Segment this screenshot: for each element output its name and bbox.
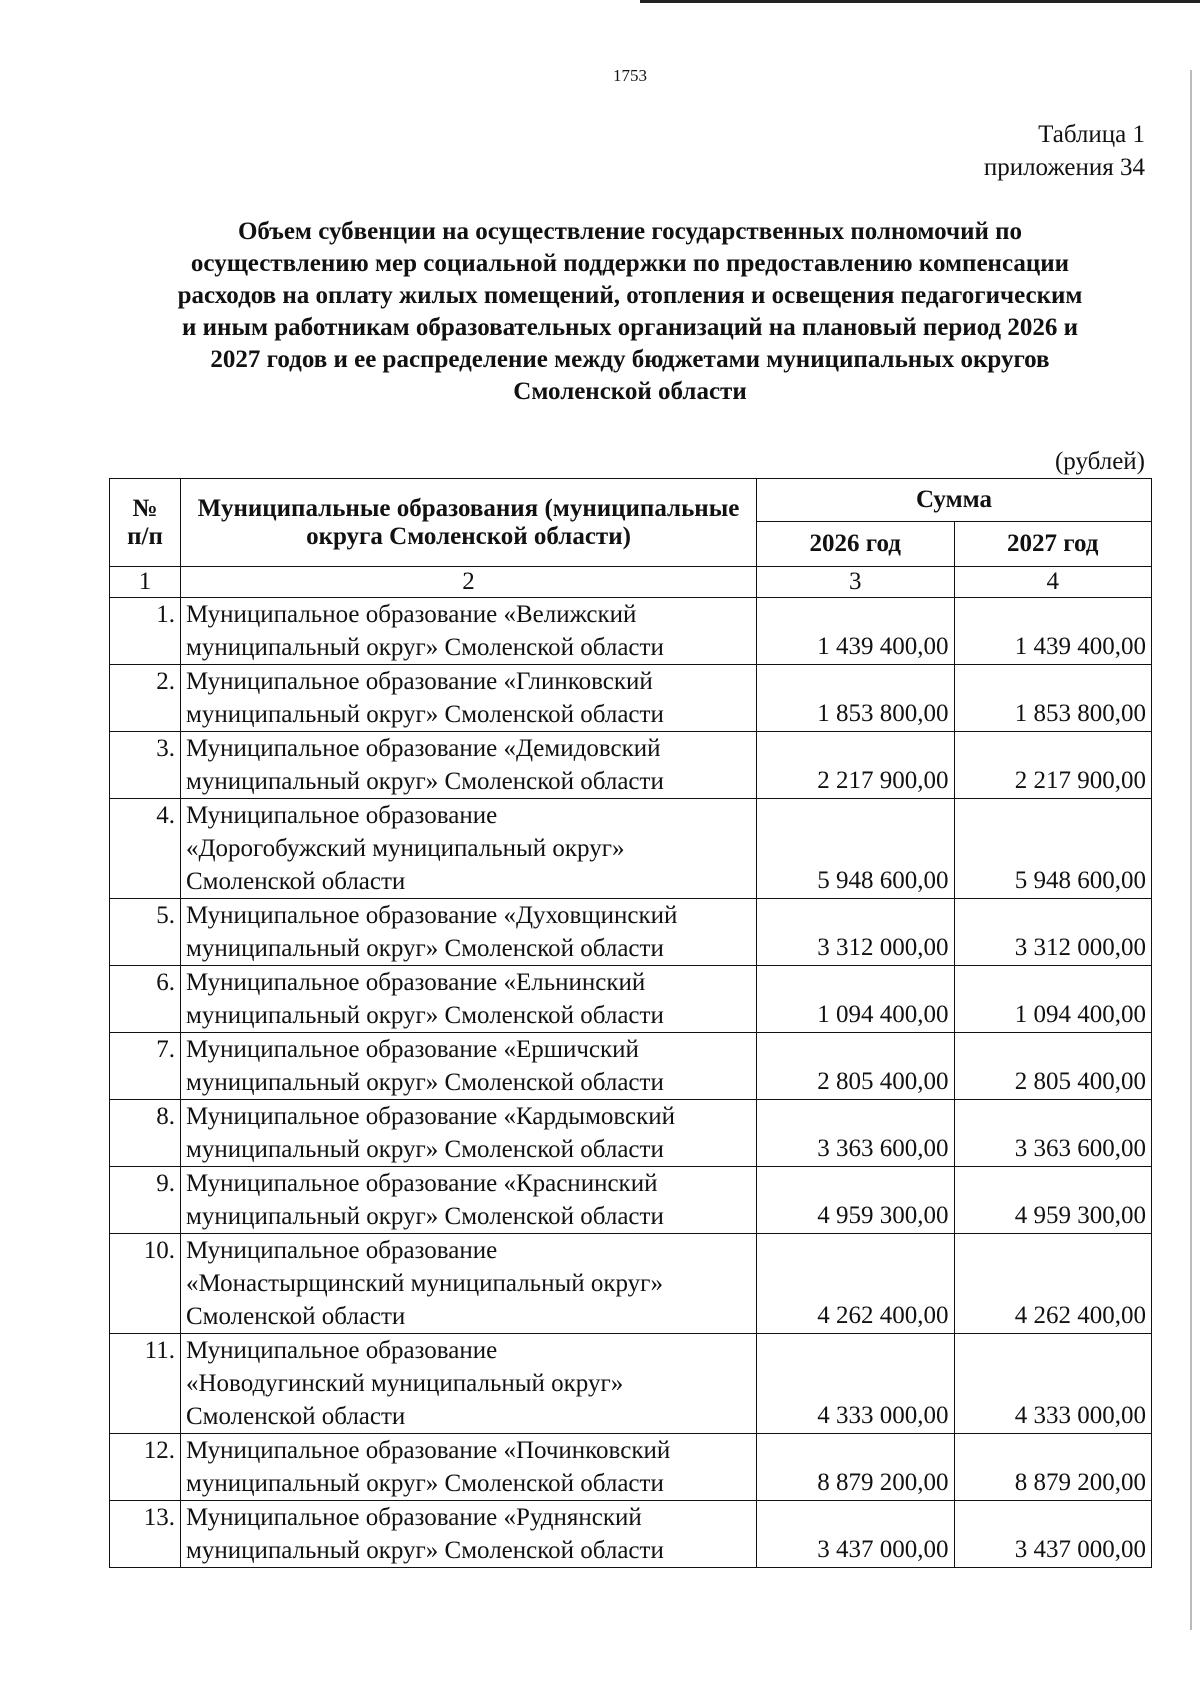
header-number-abbrev: п/п <box>127 522 163 550</box>
municipality-name <box>181 966 757 1033</box>
municipality-name-line: «Новодугинский муниципальный округ» <box>186 1370 624 1397</box>
index-row <box>110 567 1152 598</box>
row-number: 8. <box>110 1100 181 1167</box>
table-row <box>110 665 1152 732</box>
municipality-name <box>181 1334 757 1434</box>
index-cell: 4 <box>954 567 1152 598</box>
municipality-name-line: муниципальный округ» Смоленской области <box>186 935 664 962</box>
row-number: 11. <box>110 1334 181 1434</box>
amount-2026: 1 094 400,00 <box>757 966 955 1033</box>
table-row <box>110 732 1152 799</box>
scan-edge-right <box>1190 70 1192 1630</box>
table-row <box>110 1033 1152 1100</box>
amount-2027: 5 948 600,00 <box>954 799 1152 899</box>
header-year-2027: 2027 год <box>954 522 1152 567</box>
amount-2027: 2 217 900,00 <box>954 732 1152 799</box>
amount-2026: 3 363 600,00 <box>757 1100 955 1167</box>
municipality-name-line: муниципальный округ» Смоленской области <box>186 701 664 728</box>
amount-2026: 4 333 000,00 <box>757 1334 955 1434</box>
amount-2027: 3 312 000,00 <box>954 899 1152 966</box>
row-number: 6. <box>110 966 181 1033</box>
municipality-name-line: муниципальный округ» Смоленской области <box>186 768 664 795</box>
row-number: 1. <box>110 598 181 665</box>
municipality-name <box>181 899 757 966</box>
municipality-name <box>181 1167 757 1234</box>
title-line: 2027 годов и ее распределение между бюджетами муниципальных округов <box>210 346 1050 373</box>
row-number: 3. <box>110 732 181 799</box>
municipality-name-line: Муниципальное образование «Краснинский <box>186 1170 658 1197</box>
amount-2026: 3 437 000,00 <box>757 1501 955 1568</box>
municipality-name-line: Муниципальное образование «Руднянский <box>186 1504 642 1531</box>
municipality-name-line: муниципальный округ» Смоленской области <box>186 634 664 661</box>
table-row <box>110 899 1152 966</box>
amount-2026: 3 312 000,00 <box>757 899 955 966</box>
municipality-name-line: муниципальный округ» Смоленской области <box>186 1069 664 1096</box>
municipality-name-line: Муниципальное образование «Кардымовский <box>186 1103 676 1130</box>
municipality-name-line: Муниципальное образование «Глинковский <box>186 668 653 695</box>
municipality-name <box>181 598 757 665</box>
row-number: 4. <box>110 799 181 899</box>
municipality-name-line: Муниципальное образование «Ершичский <box>186 1036 639 1063</box>
table-reference-line: приложения 34 <box>983 154 1145 181</box>
header-number-symbol: № <box>132 494 158 522</box>
table-row <box>110 1434 1152 1501</box>
municipality-name-line: Муниципальное образование «Духовщинский <box>186 902 678 929</box>
municipality-name <box>181 1501 757 1568</box>
municipality-name-line: Муниципальное образование <box>186 1237 498 1264</box>
amount-2026: 2 217 900,00 <box>757 732 955 799</box>
municipality-name-line: Муниципальное образование «Починковский <box>186 1437 671 1464</box>
document-title <box>110 216 1150 408</box>
amount-2026: 8 879 200,00 <box>757 1434 955 1501</box>
municipality-name-line: Смоленской области <box>186 1403 406 1430</box>
units-label: (рублей) <box>1054 448 1145 475</box>
table-reference-line: Таблица 1 <box>1038 121 1145 148</box>
table-row <box>110 1167 1152 1234</box>
municipality-name-line: Муниципальное образование <box>186 1337 498 1364</box>
header-municipality: Муниципальные образования (муниципальные округа Смоленской области) <box>181 479 757 567</box>
row-number: 2. <box>110 665 181 732</box>
municipality-name-line: муниципальный округ» Смоленской области <box>186 1203 664 1230</box>
index-cell: 2 <box>181 567 757 598</box>
header-row <box>110 479 1152 522</box>
amount-2027: 8 879 200,00 <box>954 1434 1152 1501</box>
amount-2027: 4 333 000,00 <box>954 1334 1152 1434</box>
municipality-name-line: «Монастырщинский муниципальный округ» <box>186 1270 663 1297</box>
table-row <box>110 799 1152 899</box>
table-row <box>110 1501 1152 1568</box>
municipality-name-line: Муниципальное образование «Ельнинский <box>186 969 646 996</box>
title-line: и иным работникам образовательных организаций на плановый период 2026 и <box>182 314 1078 341</box>
municipality-name-line: муниципальный округ» Смоленской области <box>186 1136 664 1163</box>
municipality-name <box>181 732 757 799</box>
amount-2027: 1 853 800,00 <box>954 665 1152 732</box>
table-row <box>110 598 1152 665</box>
municipality-name-line: «Дорогобужский муниципальный округ» <box>186 835 625 862</box>
amount-2026: 4 262 400,00 <box>757 1234 955 1334</box>
amount-2026: 2 805 400,00 <box>757 1033 955 1100</box>
amount-2026: 5 948 600,00 <box>757 799 955 899</box>
municipality-name-line: Смоленской области <box>186 868 406 895</box>
amount-2027: 2 805 400,00 <box>954 1033 1152 1100</box>
title-line: Смоленской области <box>513 378 747 405</box>
amount-2026: 1 853 800,00 <box>757 665 955 732</box>
row-number: 7. <box>110 1033 181 1100</box>
row-number: 5. <box>110 899 181 966</box>
row-number: 9. <box>110 1167 181 1234</box>
municipality-name <box>181 1033 757 1100</box>
header-year-2026: 2026 год <box>757 522 955 567</box>
amount-2027: 3 363 600,00 <box>954 1100 1152 1167</box>
table-row <box>110 966 1152 1033</box>
amount-2027: 1 439 400,00 <box>954 598 1152 665</box>
municipality-name-line: Муниципальное образование «Демидовский <box>186 735 661 762</box>
municipality-name-line: Муниципальное образование «Велижский <box>186 601 637 628</box>
municipality-name <box>181 665 757 732</box>
municipality-name-line: Муниципальное образование <box>186 802 498 829</box>
municipality-name-line: муниципальный округ» Смоленской области <box>186 1002 664 1029</box>
title-line: осуществлению мер социальной поддержки по предоставлению компенсации <box>190 250 1070 277</box>
municipality-name-line: муниципальный округ» Смоленской области <box>186 1470 664 1497</box>
table-row <box>110 1100 1152 1167</box>
table-reference <box>984 118 1145 184</box>
row-number: 10. <box>110 1234 181 1334</box>
table-row <box>110 1334 1152 1434</box>
municipality-name <box>181 1234 757 1334</box>
amount-2027: 1 094 400,00 <box>954 966 1152 1033</box>
index-cell: 3 <box>757 567 955 598</box>
row-number: 12. <box>110 1434 181 1501</box>
municipality-name-line: Смоленской области <box>186 1303 406 1330</box>
amount-2026: 1 439 400,00 <box>757 598 955 665</box>
header-number <box>110 479 181 567</box>
table-row <box>110 1234 1152 1334</box>
row-number: 13. <box>110 1501 181 1568</box>
subvention-table <box>109 478 1152 1568</box>
amount-2027: 4 959 300,00 <box>954 1167 1152 1234</box>
amount-2027: 4 262 400,00 <box>954 1234 1152 1334</box>
municipality-name <box>181 1434 757 1501</box>
header-sum: Сумма <box>757 479 1152 522</box>
amount-2027: 3 437 000,00 <box>954 1501 1152 1568</box>
title-line: Объем субвенции на осуществление государственных полномочий по <box>237 218 1023 245</box>
index-cell: 1 <box>110 567 181 598</box>
municipality-name <box>181 1100 757 1167</box>
municipality-name-line: муниципальный округ» Смоленской области <box>186 1537 664 1564</box>
amount-2026: 4 959 300,00 <box>757 1167 955 1234</box>
scan-edge-top <box>640 0 1200 3</box>
municipality-name <box>181 799 757 899</box>
page-number: 1753 <box>613 66 647 85</box>
title-line: расходов на оплату жилых помещений, отопления и освещения педагогическим <box>177 282 1083 309</box>
